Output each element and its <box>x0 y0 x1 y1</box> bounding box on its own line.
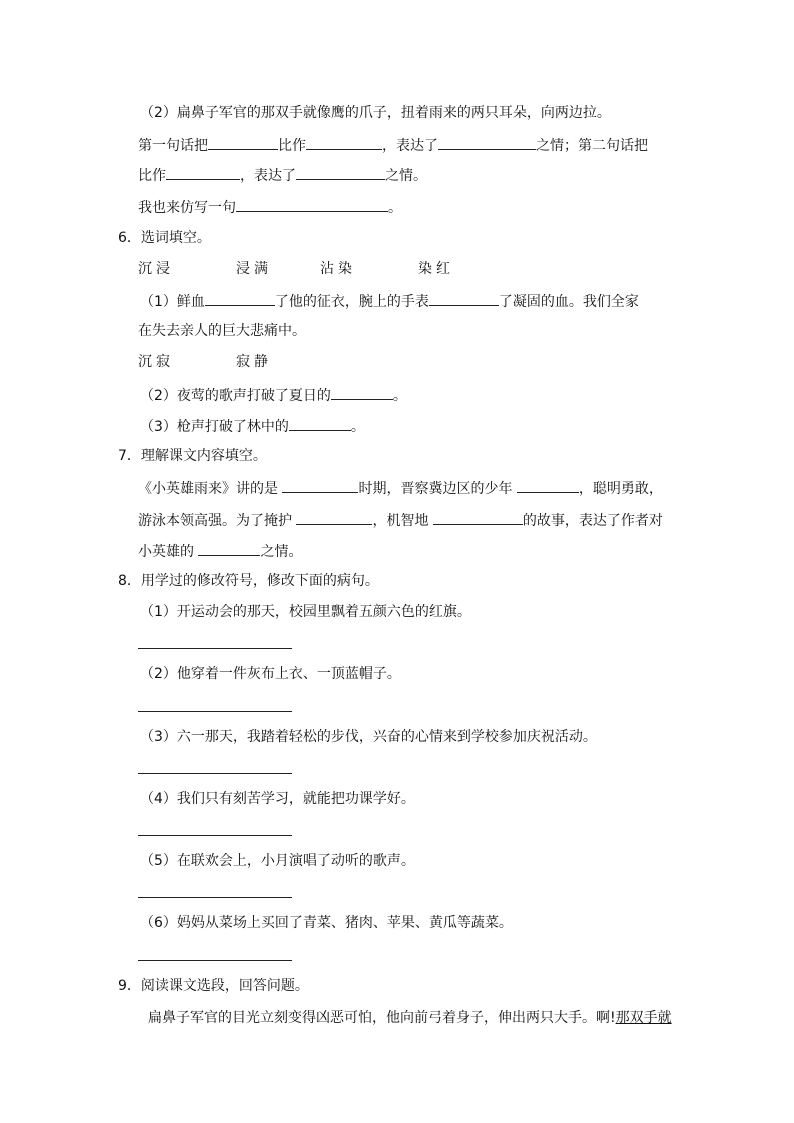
q6-sentence-2 <box>140 384 407 404</box>
answer-blank[interactable] <box>438 134 536 150</box>
answer-blank[interactable] <box>517 477 579 493</box>
answer-line[interactable] <box>138 960 292 961</box>
answer-blank[interactable] <box>205 290 275 306</box>
answer-blank[interactable] <box>331 384 393 400</box>
q8-title: 8．用学过的修改符号，修改下面的病句。 <box>118 573 379 589</box>
q6-title: 6．选词填空。 <box>118 230 211 246</box>
q7-line-1 <box>138 477 663 497</box>
answer-blank[interactable] <box>429 290 499 306</box>
q6-sentence-3 <box>140 415 365 435</box>
q5-sentence-2: （2）扁鼻子军官的那双手就像鹰的爪子，扭着雨来的两只耳朵，向两边拉。 <box>140 105 611 121</box>
q8-item: （5）在联欢会上，小月演唱了动听的歌声。 <box>140 853 415 869</box>
q6-sentence-1-cont: 在失去亲人的巨大悲痛中。 <box>138 323 306 339</box>
q7-line-3 <box>138 540 302 560</box>
answer-blank[interactable] <box>433 509 523 525</box>
q6-word-option: 染红 <box>418 261 454 277</box>
q6-text: （1）鲜血 <box>140 294 205 310</box>
q5-fill-text: 比作 <box>278 138 306 154</box>
q7-text: ，聪明勇敢， <box>578 481 663 497</box>
answer-blank[interactable] <box>166 164 240 180</box>
answer-line[interactable] <box>138 773 292 774</box>
q6-text: 了凝固的血。我们全家 <box>498 294 639 310</box>
q9-passage-text: 扁鼻子军官的目光立刻变得凶恶可怕，他向前弓着身子，伸出两只大手。啊! <box>148 1010 616 1026</box>
answer-blank[interactable] <box>282 477 358 493</box>
answer-blank[interactable] <box>296 509 372 525</box>
q9-title: 9．阅读课文选段，回答问题。 <box>118 978 309 994</box>
q5-fill-text: 比作 <box>138 168 166 184</box>
answer-blank[interactable] <box>198 540 260 556</box>
q8-item: （3）六一那天，我踏着轻松的步伐，兴奋的心情来到学校参加庆祝活动。 <box>140 729 597 745</box>
answer-blank[interactable] <box>296 164 385 180</box>
q5-fill-text: 之情。 <box>385 168 427 184</box>
q7-text: 时期，晋察冀边区的少年 <box>358 481 513 497</box>
q6-text: （3）枪声打破了林中的 <box>140 419 289 435</box>
q7-text: 游泳本领高强。为了掩护 <box>138 513 292 529</box>
q6-word-options-1: 沉浸 <box>138 261 174 277</box>
q5-fill-line-1 <box>138 134 648 154</box>
q5-fill-text: 第一句话把 <box>138 138 208 154</box>
q7-text: 之情。 <box>260 544 303 560</box>
q7-text: 《小英雄雨来》讲的是 <box>138 481 278 497</box>
q6-word-option: 寂静 <box>236 354 272 370</box>
q6-sentence-1 <box>140 290 639 310</box>
answer-blank[interactable] <box>208 134 278 150</box>
q7-line-2 <box>138 509 663 529</box>
q5-imitate-line <box>138 196 402 216</box>
q8-item: （1）开运动会的那天，校园里飘着五颜六色的红旗。 <box>140 604 471 620</box>
q6-text: （2）夜莺的歌声打破了夏日的 <box>140 388 331 404</box>
answer-blank[interactable] <box>306 134 382 150</box>
answer-line[interactable] <box>138 711 292 712</box>
q5-fill-line-2 <box>138 164 427 184</box>
q7-title: 7．理解课文内容填空。 <box>118 448 267 464</box>
q5-fill-text: ，表达了 <box>382 138 438 154</box>
q6-text: 。 <box>350 419 365 435</box>
q8-item: （4）我们只有刻苦学习，就能把功课学好。 <box>140 791 415 807</box>
q5-fill-text: ，表达了 <box>240 168 296 184</box>
q6-text: 了他的征衣，腕上的手表 <box>274 294 429 310</box>
q6-word-option: 沾染 <box>320 261 356 277</box>
answer-line[interactable] <box>138 897 292 898</box>
q7-text: ，机智地 <box>372 513 429 529</box>
q6-text: 。 <box>392 388 407 404</box>
answer-line[interactable] <box>138 835 292 836</box>
q9-underlined-text: 那双手就 <box>615 1010 672 1026</box>
q5-imitate-end: 。 <box>388 200 402 216</box>
q6-word-option: 浸满 <box>236 261 272 277</box>
q5-fill-text: 之情；第二句话把 <box>536 138 648 154</box>
q6-word-option: 沉寂 <box>138 354 174 370</box>
answer-blank[interactable] <box>289 415 351 431</box>
answer-blank[interactable] <box>236 196 388 212</box>
q7-text: 的故事，表达了作者对 <box>522 513 663 529</box>
q5-imitate-text: 我也来仿写一句 <box>138 200 236 216</box>
q9-passage <box>148 1008 672 1028</box>
q7-text: 小英雄的 <box>138 544 194 560</box>
q8-item: （6）妈妈从菜场上买回了青菜、猪肉、苹果、黄瓜等蔬菜。 <box>140 915 513 931</box>
answer-line[interactable] <box>138 648 292 649</box>
q8-item: （2）他穿着一件灰布上衣、一顶蓝帽子。 <box>140 666 401 682</box>
